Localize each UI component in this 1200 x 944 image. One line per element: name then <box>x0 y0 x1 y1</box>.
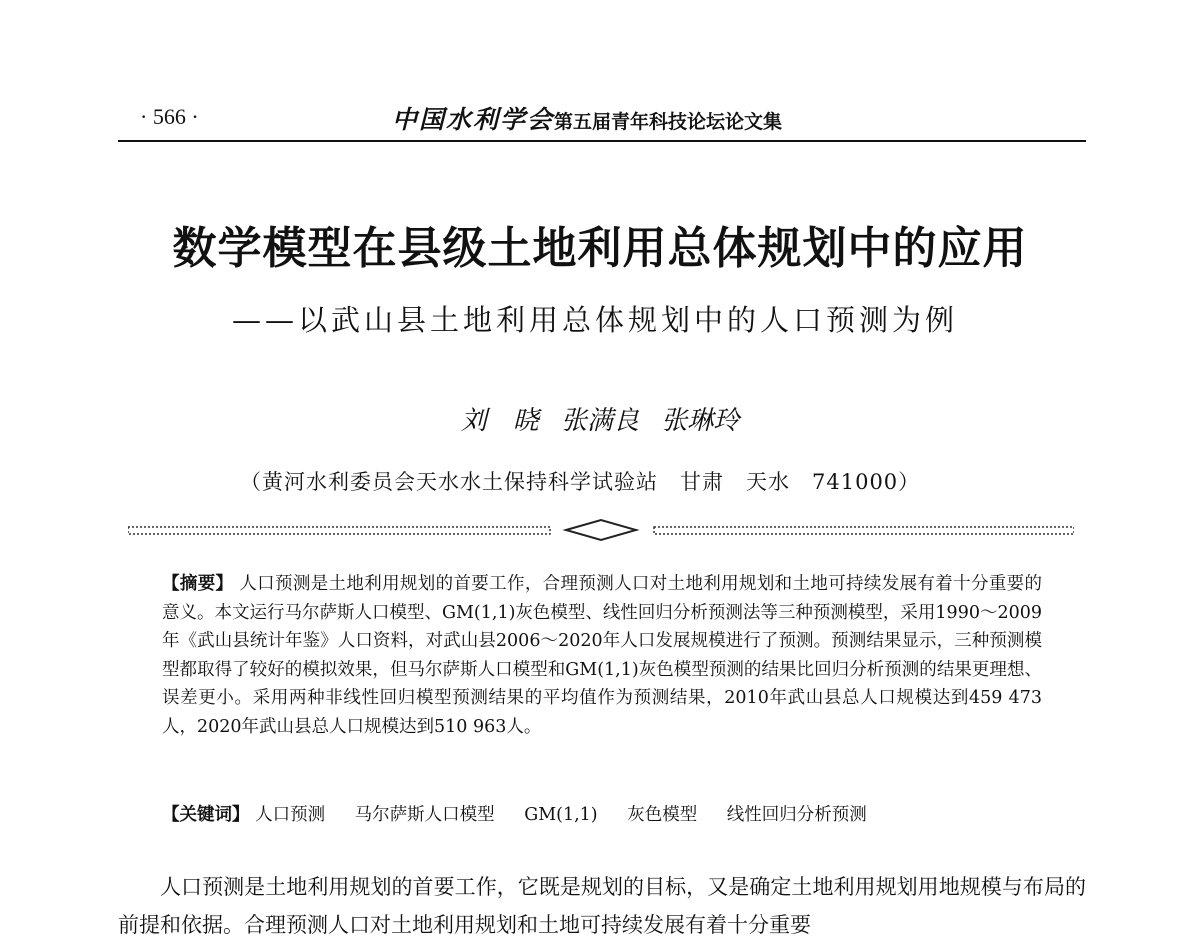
page-number: · 566 · <box>140 104 199 129</box>
keyword: 人口预测 <box>255 805 326 825</box>
article-subtitle: ——以武山县土地利用总体规划中的人口预测为例 <box>232 303 959 337</box>
keyword: 线性回归分析预测 <box>726 805 867 825</box>
keywords <box>162 801 1042 826</box>
header-rule <box>118 140 1086 142</box>
affiliation: （黄河水利委员会天水水土保持科学试验站 甘肃 天水 741000） <box>240 470 921 494</box>
author-name: 张满良 <box>560 406 639 436</box>
ornamental-divider <box>128 516 1074 546</box>
author-name: 刘 晓 <box>460 406 539 436</box>
keyword: GM(1,1) <box>524 805 598 825</box>
series-name: 第五届青年科技论坛论文集 <box>554 111 783 133</box>
journal-name: 中国水利学会 <box>392 105 555 134</box>
article-title: 数学模型在县级土地利用总体规划中的应用 <box>172 223 1028 274</box>
keywords-label: 【关键词】 <box>162 805 250 825</box>
abstract-label: 【摘要】 <box>162 574 234 594</box>
divider-bar-left <box>128 527 550 534</box>
keyword: 马尔萨斯人口模型 <box>354 805 495 825</box>
abstract-text: 人口预测是土地利用规划的首要工作，合理预测人口对土地利用规划和土地可持续发展有着十分重要的意义。本文运行马尔萨斯人口模型、GM(1,1)灰色模型、线性回归分析预测法等三种预测模型，采用1990～2009年《武山县统计年鉴》人口资料，对武山县2006～2020年人口发展规模进行了预测。预测结果显示，三种预测模型都取得了较好的模拟效果，但马尔萨斯人口模型和GM(1,1)灰色模型预测的结果比回归分析预测的结果更理想、误差更小。采用两种非线性回归模型预测结果的平均值作为预测结果，2010年武山县总人口规模达到459 473人，2020年武山县总人口规模达到510 963人。 <box>162 574 1043 737</box>
keyword: 灰色模型 <box>627 805 698 825</box>
author-list <box>0 400 1200 437</box>
abstract <box>162 570 1042 741</box>
running-head <box>392 100 782 136</box>
author-name: 张琳玲 <box>661 406 740 436</box>
divider-bar-right <box>654 527 1074 534</box>
body-paragraph: 人口预测是土地利用规划的首要工作，它既是规划的目标，又是确定土地利用规划用地规模与布局的前提和依据。合理预测人口对土地利用规划和土地可持续发展有着十分重要 <box>118 875 1086 937</box>
divider-diamond <box>566 520 636 540</box>
